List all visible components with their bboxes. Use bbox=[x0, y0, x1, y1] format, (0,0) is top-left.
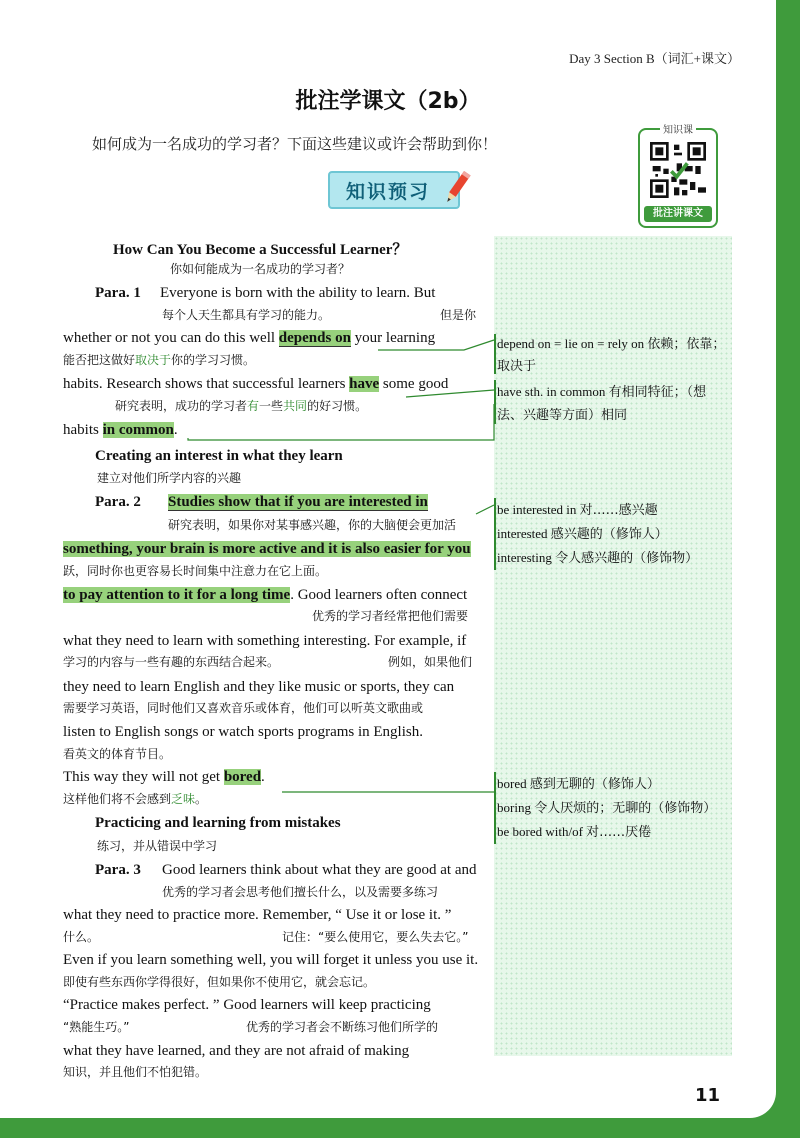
article-title-cn: 你如何能成为一名成功的学习者？ bbox=[170, 262, 351, 276]
heading-practice-cn: 练习，并从错误中学习 bbox=[97, 839, 218, 853]
highlight-have: have bbox=[349, 376, 380, 392]
para2-line4: what they need to learn with something interesting. For example, if bbox=[63, 633, 467, 649]
para2-line5-cn: 需要学习英语，同时他们又喜欢音乐或体育，他们可以听英文歌曲或 bbox=[63, 701, 424, 715]
section-banner: 知识预习 bbox=[328, 171, 460, 209]
para1-line4: habits in common. bbox=[63, 422, 178, 438]
para2-line7-cn: 这样他们将不会感到乏味。 bbox=[63, 792, 208, 806]
para2-line3: to pay attention to it for a long time. Good learners often connect bbox=[63, 587, 468, 603]
note-bored-with: be bored with/of 对……厌倦 bbox=[497, 824, 652, 840]
para1-line1: Everyone is born with the ability to learn. But bbox=[160, 285, 436, 301]
heading-interest-cn: 建立对他们所学内容的兴趣 bbox=[97, 471, 242, 485]
para2-line4-cn-a: 学习的内容与一些有趣的东西结合起来。 bbox=[63, 655, 280, 669]
page-header: Day 3 Section B（词汇+课文） bbox=[569, 51, 740, 66]
para3-line2-cn-a: 什么。 bbox=[63, 930, 100, 944]
note-in-common: have sth. in common 有相同特征；（想 bbox=[497, 384, 707, 400]
para2-line3-cn: 优秀的学习者经常把他们需要 bbox=[312, 609, 469, 623]
note-bracket-2 bbox=[494, 380, 496, 424]
intro-text: 如何成为一名成功的学习者？下面这些建议或许会帮助到你！ bbox=[92, 135, 498, 153]
qr-bottom-label: 批注讲课文 bbox=[644, 206, 712, 222]
para1-line1-cn-a: 每个人天生都具有学习的能力。 bbox=[162, 308, 331, 322]
para1-line1-cn-b: 但是你 bbox=[440, 308, 477, 322]
note-interesting: interesting 令人感兴趣的（修饰物） bbox=[497, 550, 699, 566]
para2-line2 bbox=[63, 541, 471, 558]
highlight-depends-on: depends on bbox=[278, 330, 351, 346]
highlight-brain-active: something, your brain is more active and it is also easier for you bbox=[63, 541, 471, 557]
para2-line5: they need to learn English and they like music or sports, they can bbox=[63, 679, 455, 695]
para3-line2: what they need to practice more. Remember, “ Use it or lose it. ” bbox=[63, 907, 452, 923]
note-interested: interested 感兴趣的（修饰人） bbox=[497, 526, 668, 542]
note-depend-on-cont: 取决于 bbox=[497, 359, 537, 374]
highlight-bored: bored bbox=[223, 769, 262, 785]
para1-line2-cn: 能否把这做好取决于你的学习习惯。 bbox=[63, 353, 256, 367]
note-bored: bored 感到无聊的（修饰人） bbox=[497, 776, 660, 792]
note-in-common-cont: 法、兴趣等方面）相同 bbox=[497, 408, 628, 423]
para2-line6: listen to English songs or watch sports programs in English. bbox=[63, 724, 423, 740]
para3-line4-cn-a: “熟能生巧。” bbox=[63, 1020, 130, 1034]
heading-interest: Creating an interest in what they learn bbox=[95, 448, 343, 464]
para3-line3: Even if you learn something well, you will forget it unless you use it. bbox=[63, 952, 479, 968]
para1-label: Para. 1 bbox=[95, 285, 141, 301]
para2-line4-cn-b: 例如，如果他们 bbox=[388, 655, 473, 669]
para3-label: Para. 3 bbox=[95, 862, 141, 878]
para2-line1-cn: 研究表明，如果你对某事感兴趣，你的大脑便会更加活 bbox=[168, 518, 457, 532]
para3-line4: “Practice makes perfect. ” Good learners will keep practicing bbox=[63, 997, 431, 1013]
note-depend-on: depend on = lie on = rely on 依赖；依靠； bbox=[497, 336, 726, 352]
note-boring: boring 令人厌烦的；无聊的（修饰物） bbox=[497, 800, 717, 816]
heading-practice: Practicing and learning from mistakes bbox=[95, 815, 341, 831]
para2-line7: This way they will not get bored. bbox=[63, 769, 265, 785]
para2-label: Para. 2 bbox=[95, 494, 141, 510]
para3-line1-cn: 优秀的学习者会思考他们擅长什么，以及需要多练习 bbox=[162, 885, 439, 899]
page-title: 批注学课文（2b） bbox=[295, 89, 481, 114]
para1-line2: whether or not you can do this well depends on your learning bbox=[63, 330, 436, 346]
note-bracket-1 bbox=[494, 334, 496, 374]
para3-line2-cn-b: 记住：“要么使用它，要么失去它。” bbox=[282, 930, 469, 944]
para3-line5: what they have learned, and they are not afraid of making bbox=[63, 1043, 410, 1059]
page-number: 11 bbox=[694, 1085, 720, 1106]
para1-line3: habits. Research shows that successful learners have some good bbox=[63, 376, 449, 392]
para3-line4-cn-b: 优秀的学习者会不断练习他们所学的 bbox=[246, 1020, 439, 1034]
para1-line3-cn: 研究表明，成功的学习者有一些共同的好习惯。 bbox=[115, 399, 368, 413]
note-bracket-4 bbox=[494, 772, 496, 844]
para3-line1: Good learners think about what they are good at and bbox=[162, 862, 477, 878]
para2-line1 bbox=[168, 494, 428, 511]
qr-top-label: 知识课 bbox=[660, 125, 696, 136]
highlight-in-common: in common bbox=[102, 422, 174, 438]
note-be-interested-in: be interested in 对……感兴趣 bbox=[497, 502, 658, 518]
note-bracket-3 bbox=[494, 498, 496, 570]
para2-line2-cn: 跃，同时你也更容易长时间集中注意力在它上面。 bbox=[63, 564, 328, 578]
highlight-studies-show: Studies show that if you are interested in bbox=[168, 494, 428, 510]
para2-line6-cn: 看英文的体育节目。 bbox=[63, 747, 172, 761]
para3-line3-cn: 即使有些东西你学得很好，但如果你不使用它，就会忘记。 bbox=[63, 975, 376, 989]
para3-line5-cn: 知识，并且他们不怕犯错。 bbox=[63, 1065, 208, 1079]
article-title: How Can You Become a Successful Learner？ bbox=[113, 242, 408, 258]
highlight-pay-attention: to pay attention to it for a long time bbox=[63, 587, 291, 603]
